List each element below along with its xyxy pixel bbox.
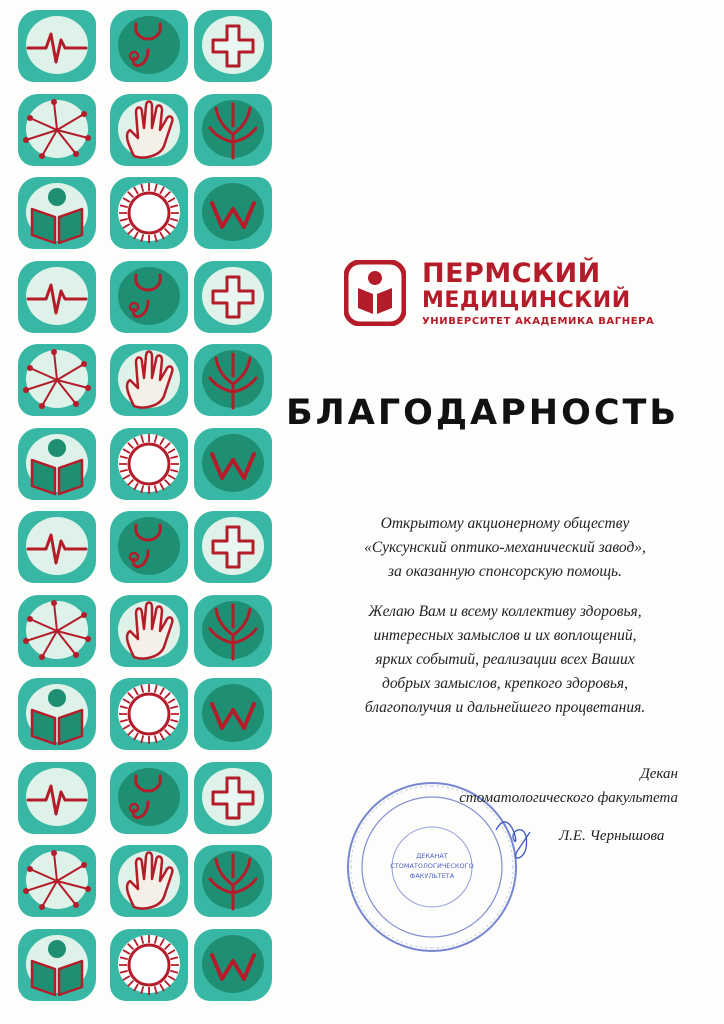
network-icon [18, 344, 96, 416]
heartbeat-icon [18, 10, 96, 82]
tree-icon [194, 845, 272, 917]
signatory-name: Л.Е. Чернышова [559, 828, 665, 844]
recipient-line: за оказанную спонсорскую помощь. [388, 563, 622, 580]
heartbeat-icon [18, 762, 96, 834]
stethoscope-icon [110, 261, 188, 333]
decorative-tile [110, 845, 188, 917]
decorative-tile [194, 595, 272, 667]
signature [490, 800, 550, 870]
decorative-tile [18, 428, 96, 500]
decorative-tile [194, 428, 272, 500]
university-logo [344, 258, 655, 334]
decorative-tile [110, 511, 188, 583]
sun-ring-icon [110, 177, 188, 249]
reader-icon [18, 929, 96, 1001]
university-name-line3: УНИВЕРСИТЕТ АКАДЕМИКА ВАГНЕРА [422, 316, 655, 327]
wishes-line: Желаю Вам и всему коллективу здоровья, [368, 603, 642, 620]
hand-icon [110, 94, 188, 166]
reader-icon [18, 678, 96, 750]
decorative-tile [194, 344, 272, 416]
signatory-position [459, 762, 678, 810]
signatory-position-line: стоматологического факультета [459, 790, 678, 806]
decorative-tile [18, 344, 96, 416]
university-name-line1: ПЕРМСКИЙ [422, 258, 601, 289]
stethoscope-icon [110, 762, 188, 834]
decorative-tile [110, 929, 188, 1001]
wishes-line: ярких событий, реализации всех Ваших [375, 651, 635, 668]
stamp-text-line3: ФАКУЛЬТЕТА [409, 872, 455, 880]
signatory-position-line: Декан [640, 766, 678, 782]
decorative-tile [194, 94, 272, 166]
recipient-line: Открытому акционерному обществу [380, 515, 630, 532]
decorative-tile [110, 261, 188, 333]
reader-icon [18, 177, 96, 249]
tooth-icon [194, 678, 272, 750]
cross-icon [194, 511, 272, 583]
tree-icon [194, 595, 272, 667]
tooth-icon [194, 177, 272, 249]
decorative-tile [194, 762, 272, 834]
decorative-tile [18, 94, 96, 166]
decorative-tile [18, 10, 96, 82]
network-icon [18, 845, 96, 917]
heartbeat-icon [18, 261, 96, 333]
decorative-tile [110, 344, 188, 416]
tooth-icon [194, 428, 272, 500]
decorative-tile [194, 929, 272, 1001]
university-emblem-icon [344, 260, 406, 326]
hand-icon [110, 344, 188, 416]
cross-icon [194, 261, 272, 333]
decorative-tile [18, 929, 96, 1001]
hand-icon [110, 595, 188, 667]
recipient-block [320, 512, 690, 584]
decorative-tile [194, 678, 272, 750]
stamp-text-line1: ДЕКАНАТ [416, 852, 448, 860]
decorative-tile [18, 595, 96, 667]
decorative-tile [194, 845, 272, 917]
decorative-tile [18, 261, 96, 333]
decorative-tile [18, 762, 96, 834]
heartbeat-icon [18, 511, 96, 583]
sun-ring-icon [110, 428, 188, 500]
decorative-tile [110, 94, 188, 166]
cross-icon [194, 10, 272, 82]
decorative-tile [194, 10, 272, 82]
decorative-tile [194, 261, 272, 333]
decorative-tile [110, 10, 188, 82]
decorative-tile-column [18, 10, 280, 1014]
reader-icon [18, 428, 96, 500]
decorative-tile [18, 678, 96, 750]
decorative-tile [18, 177, 96, 249]
stethoscope-icon [110, 511, 188, 583]
decorative-tile [110, 595, 188, 667]
wishes-block [320, 600, 690, 720]
hand-icon [110, 845, 188, 917]
cross-icon [194, 762, 272, 834]
decorative-tile [110, 428, 188, 500]
tree-icon [194, 94, 272, 166]
page-title: БЛАГОДАРНОСТЬ [286, 393, 680, 433]
decorative-tile [18, 511, 96, 583]
tooth-icon [194, 929, 272, 1001]
decorative-tile [110, 678, 188, 750]
stethoscope-icon [110, 10, 188, 82]
decorative-tile [194, 177, 272, 249]
stamp-text-line2: СТОМАТОЛОГИЧЕСКОГО [390, 862, 474, 870]
network-icon [18, 94, 96, 166]
wishes-line: благополучия и дальнейшего процветания. [364, 699, 646, 716]
decorative-tile [18, 845, 96, 917]
university-name-line2: МЕДИЦИНСКИЙ [422, 288, 631, 313]
decorative-tile [194, 511, 272, 583]
decorative-tile [110, 177, 188, 249]
recipient-line: «Суксунский оптико-механический завод», [364, 539, 646, 556]
sun-ring-icon [110, 929, 188, 1001]
tree-icon [194, 344, 272, 416]
wishes-line: интересных замыслов и их воплощений, [373, 627, 637, 644]
decorative-tile [110, 762, 188, 834]
network-icon [18, 595, 96, 667]
sun-ring-icon [110, 678, 188, 750]
wishes-line: добрых замыслов, крепкого здоровья, [382, 675, 628, 692]
